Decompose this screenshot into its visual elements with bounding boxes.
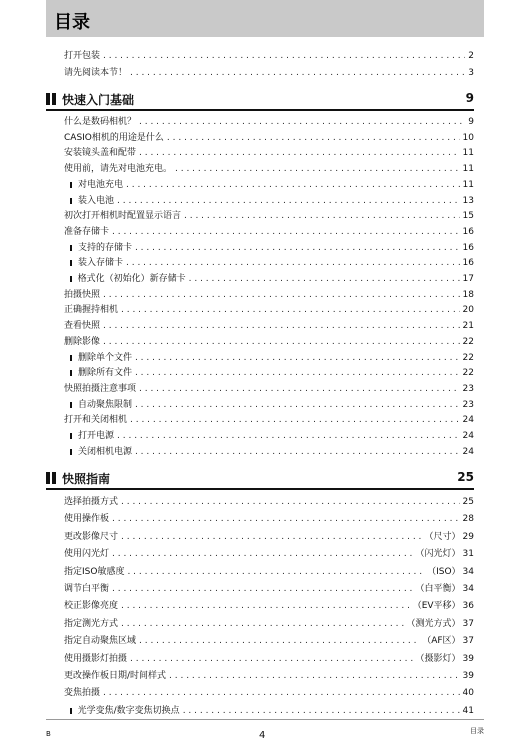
toc-entry-label: 更改影像尺寸 — [64, 531, 119, 542]
section-page: 25 — [457, 470, 474, 484]
toc-entry-page: 16 — [462, 258, 474, 269]
toc-entry-label: 删除所有文件 — [77, 368, 132, 379]
leader-dots — [139, 147, 460, 159]
toc-entry[interactable] — [64, 668, 474, 682]
leader-dots — [112, 226, 460, 238]
toc-subentry[interactable] — [70, 428, 474, 442]
bullet-icon — [70, 198, 72, 204]
leader-dots — [112, 583, 413, 595]
toc-entry-page: 39 — [462, 671, 474, 681]
toc-subentry[interactable] — [70, 444, 474, 458]
toc-entry[interactable] — [64, 334, 474, 348]
toc-entry-page: 28 — [462, 514, 474, 525]
section-marker-icon — [52, 472, 56, 484]
toc-entry-label: 使用操作板 — [64, 514, 110, 525]
leader-dots — [126, 257, 460, 269]
toc-entry-label: 初次打开相机时配置显示语言 — [64, 211, 182, 222]
toc-subentry[interactable] — [70, 271, 474, 285]
toc-entry-label: 使用摄影灯拍摄 — [64, 653, 128, 664]
toc-entry-page: 18 — [462, 289, 474, 300]
toc-subentry[interactable] — [70, 350, 474, 364]
toc-entry[interactable] — [64, 130, 474, 144]
toc-entry[interactable] — [64, 318, 474, 332]
toc-entry-page: 24 — [462, 446, 474, 457]
toc-entry-page: 31 — [462, 549, 474, 560]
footer-page-number: 4 — [259, 730, 266, 741]
toc-entry-label: 变焦拍摄 — [64, 688, 101, 699]
toc-entry[interactable] — [64, 114, 474, 128]
toc-entry[interactable] — [64, 412, 474, 426]
toc-entry-page: 25 — [462, 497, 474, 507]
toc-entry-page: 22 — [462, 352, 474, 363]
toc-entry-page: 39 — [462, 653, 474, 664]
section-page: 9 — [465, 91, 474, 105]
toc-subentry[interactable] — [70, 397, 474, 411]
leader-dots — [130, 414, 460, 426]
leader-dots — [117, 195, 460, 207]
toc-entry[interactable] — [64, 511, 474, 525]
toc-entry-label: 对电池充电 — [77, 179, 123, 190]
leader-dots — [117, 430, 460, 442]
toc-entry[interactable] — [64, 581, 474, 595]
toc-entry-page: 11 — [462, 164, 474, 175]
toc-entry[interactable] — [64, 685, 474, 699]
section-marker-icon — [46, 472, 50, 484]
toc-entry[interactable] — [64, 633, 474, 647]
section-heading[interactable] — [46, 91, 474, 111]
toc-entry-label: 正确握持相机 — [64, 305, 119, 316]
toc-entry-label: 调节白平衡 — [64, 584, 110, 594]
leader-dots — [135, 352, 460, 364]
toc-entry-label: 使用闪光灯 — [64, 549, 110, 560]
toc-entry-label: CASIO相机的用途是什么 — [64, 132, 164, 143]
toc-entry-label: 支持的存储卡 — [77, 242, 132, 253]
bullet-icon — [70, 402, 72, 408]
leader-dots — [121, 531, 422, 543]
toc-entry-label: 打开电源 — [78, 431, 115, 441]
toc-entry-page: 2 — [468, 51, 474, 61]
toc-entry-label: 自动聚焦限制 — [77, 399, 132, 410]
leader-dots — [127, 566, 424, 578]
leader-dots — [130, 653, 413, 665]
toc-entry-page: 40 — [462, 688, 474, 699]
section-marker-icon — [46, 93, 50, 105]
toc-entry[interactable] — [64, 302, 474, 316]
toc-entry-label: 装入电池 — [78, 195, 115, 206]
toc-entry-page: 37 — [462, 636, 474, 647]
toc-entry-page: 34 — [462, 566, 474, 577]
leader-dots — [130, 67, 465, 79]
leader-dots — [103, 336, 460, 348]
toc-entry-label: 快照拍摄注意事项 — [64, 383, 137, 394]
bullet-icon — [70, 433, 72, 439]
toc-entry-page: 29 — [462, 531, 474, 542]
toc-entry-label: 安装镜头盖和配带 — [64, 148, 137, 159]
leader-dots — [112, 548, 413, 560]
toc-entry[interactable] — [64, 651, 474, 665]
toc-entry-label: 使用前，请先对电池充电。 — [64, 164, 173, 175]
toc-entry[interactable] — [64, 287, 474, 301]
toc-subentry[interactable] — [70, 365, 474, 379]
toc-entry-label: 格式化（初始化）新存储卡 — [77, 274, 186, 284]
leader-dots — [175, 163, 460, 175]
toc-entry-page: 23 — [462, 383, 474, 394]
toc-entry-page: 17 — [462, 274, 474, 284]
toc-entry-page: 15 — [462, 211, 474, 222]
bullet-icon — [70, 355, 72, 361]
toc-subentry[interactable] — [70, 240, 474, 254]
leader-dots — [183, 705, 460, 717]
toc-entry-label: 指定自动聚焦区域 — [64, 636, 137, 647]
bullet-icon — [70, 449, 72, 455]
toc-entry-page: 11 — [462, 179, 474, 190]
leader-dots — [103, 687, 460, 699]
toc-subentry[interactable] — [70, 193, 474, 207]
toc-entry-label: 更改操作板日期/时间样式 — [64, 671, 167, 681]
toc-entry-label: 删除影像 — [64, 336, 101, 347]
toc-entry-label: 指定测光方式 — [64, 618, 119, 629]
toc-subentry[interactable] — [70, 255, 474, 269]
toc-entry-page: 11 — [462, 148, 474, 159]
toc-subentry[interactable] — [70, 703, 474, 717]
toc-entry-page: 16 — [462, 242, 474, 253]
bullet-icon — [70, 708, 72, 714]
bullet-icon — [70, 245, 72, 251]
toc-entry[interactable] — [64, 48, 474, 62]
toc-entry-page: 36 — [462, 601, 474, 612]
leader-dots — [184, 210, 460, 222]
toc-entry-page: 37 — [462, 618, 474, 629]
toc-entry-label: 指定ISO敏感度 — [64, 566, 125, 577]
toc-entry-page: 16 — [462, 226, 474, 237]
leader-dots — [135, 446, 460, 458]
toc-entry[interactable] — [64, 145, 474, 159]
leader-dots — [135, 399, 460, 411]
toc-entry[interactable] — [64, 546, 474, 560]
leader-dots — [135, 242, 460, 254]
toc-entry-page: 34 — [462, 584, 474, 594]
leader-dots — [103, 50, 465, 62]
toc-entry[interactable] — [64, 616, 474, 630]
toc-entry-page: 13 — [462, 195, 474, 206]
section-title: 快速入门基础 — [62, 93, 135, 107]
toc-entry-note: （摄影灯） — [415, 653, 461, 664]
toc-entry[interactable] — [64, 65, 474, 79]
footer-divider — [46, 719, 484, 720]
toc-entry-label: 校正影像亮度 — [64, 601, 119, 612]
toc-entry-label: 请先阅读本节！ — [64, 68, 128, 78]
leader-dots — [139, 383, 460, 395]
toc-entry-note: （AF区） — [422, 636, 461, 647]
toc-entry-label: 什么是数码相机？ — [64, 117, 137, 127]
section-heading[interactable] — [46, 470, 474, 490]
toc-entry[interactable] — [64, 381, 474, 395]
toc-entry-page: 24 — [462, 431, 474, 441]
toc-entry[interactable] — [64, 494, 474, 508]
toc-entry-label: 删除单个文件 — [77, 352, 132, 363]
toc-entry-note: （EV平移） — [412, 601, 461, 612]
section-title: 快照指南 — [62, 472, 111, 486]
toc-entry-label: 装入存储卡 — [77, 258, 123, 269]
footer-left-mark: B — [46, 730, 51, 738]
toc-entry-label: 打开包装 — [64, 51, 101, 61]
toc-entry[interactable] — [64, 564, 474, 578]
toc-entry-label: 光学变焦/数字变焦切换点 — [77, 705, 180, 716]
toc-subentry[interactable] — [70, 177, 474, 191]
leader-dots — [139, 635, 419, 647]
toc-entry-note: （测光方式） — [406, 618, 461, 629]
toc-entry[interactable] — [64, 161, 474, 175]
section-marker-icon — [52, 93, 56, 105]
toc-entry-page: 23 — [462, 399, 474, 410]
toc-entry[interactable] — [64, 208, 474, 222]
toc-entry-page: 24 — [462, 415, 474, 426]
toc-entry-page: 22 — [462, 336, 474, 347]
leader-dots — [189, 273, 460, 285]
leader-dots — [103, 289, 460, 301]
toc-entry-page: 10 — [462, 132, 474, 143]
leader-dots — [167, 132, 460, 144]
toc-entry[interactable] — [64, 529, 474, 543]
toc-entry-page: 21 — [462, 321, 474, 332]
leader-dots — [121, 496, 460, 508]
bullet-icon — [70, 260, 72, 266]
toc-entry[interactable] — [64, 224, 474, 238]
leader-dots — [103, 320, 460, 332]
toc-entry-label: 关闭相机电源 — [77, 446, 132, 457]
footer-right-label: 目录 — [470, 727, 484, 735]
leader-dots — [139, 116, 465, 128]
leader-dots — [121, 600, 410, 612]
bullet-icon — [70, 276, 72, 282]
toc-entry-note: （ISO） — [427, 566, 461, 577]
toc-entry-label: 打开和关闭相机 — [64, 415, 128, 426]
toc-entry-label: 选择拍摄方式 — [64, 497, 119, 507]
leader-dots — [169, 670, 460, 682]
toc-entry[interactable] — [64, 598, 474, 612]
leader-dots — [112, 513, 460, 525]
toc-entry-label: 查看快照 — [64, 321, 101, 332]
title-bar — [46, 0, 484, 37]
leader-dots — [121, 304, 460, 316]
toc-entry-label: 准备存储卡 — [64, 226, 110, 237]
bullet-icon — [70, 182, 72, 188]
toc-entry-page: 20 — [462, 305, 474, 316]
bullet-icon — [70, 370, 72, 376]
toc-entry-note: （闪光灯） — [415, 549, 461, 560]
toc-entry-label: 拍摄快照 — [64, 289, 101, 300]
leader-dots — [126, 179, 460, 191]
page-title: 目录 — [54, 12, 90, 33]
toc-entry-page: 9 — [468, 117, 474, 127]
toc-entry-page: 41 — [462, 705, 474, 716]
leader-dots — [121, 618, 404, 630]
toc-entry-page: 22 — [462, 368, 474, 379]
toc-entry-note: （尺寸） — [424, 531, 461, 542]
toc-entry-note: （白平衡） — [415, 584, 461, 594]
toc-entry-page: 3 — [468, 68, 474, 78]
leader-dots — [135, 367, 460, 379]
